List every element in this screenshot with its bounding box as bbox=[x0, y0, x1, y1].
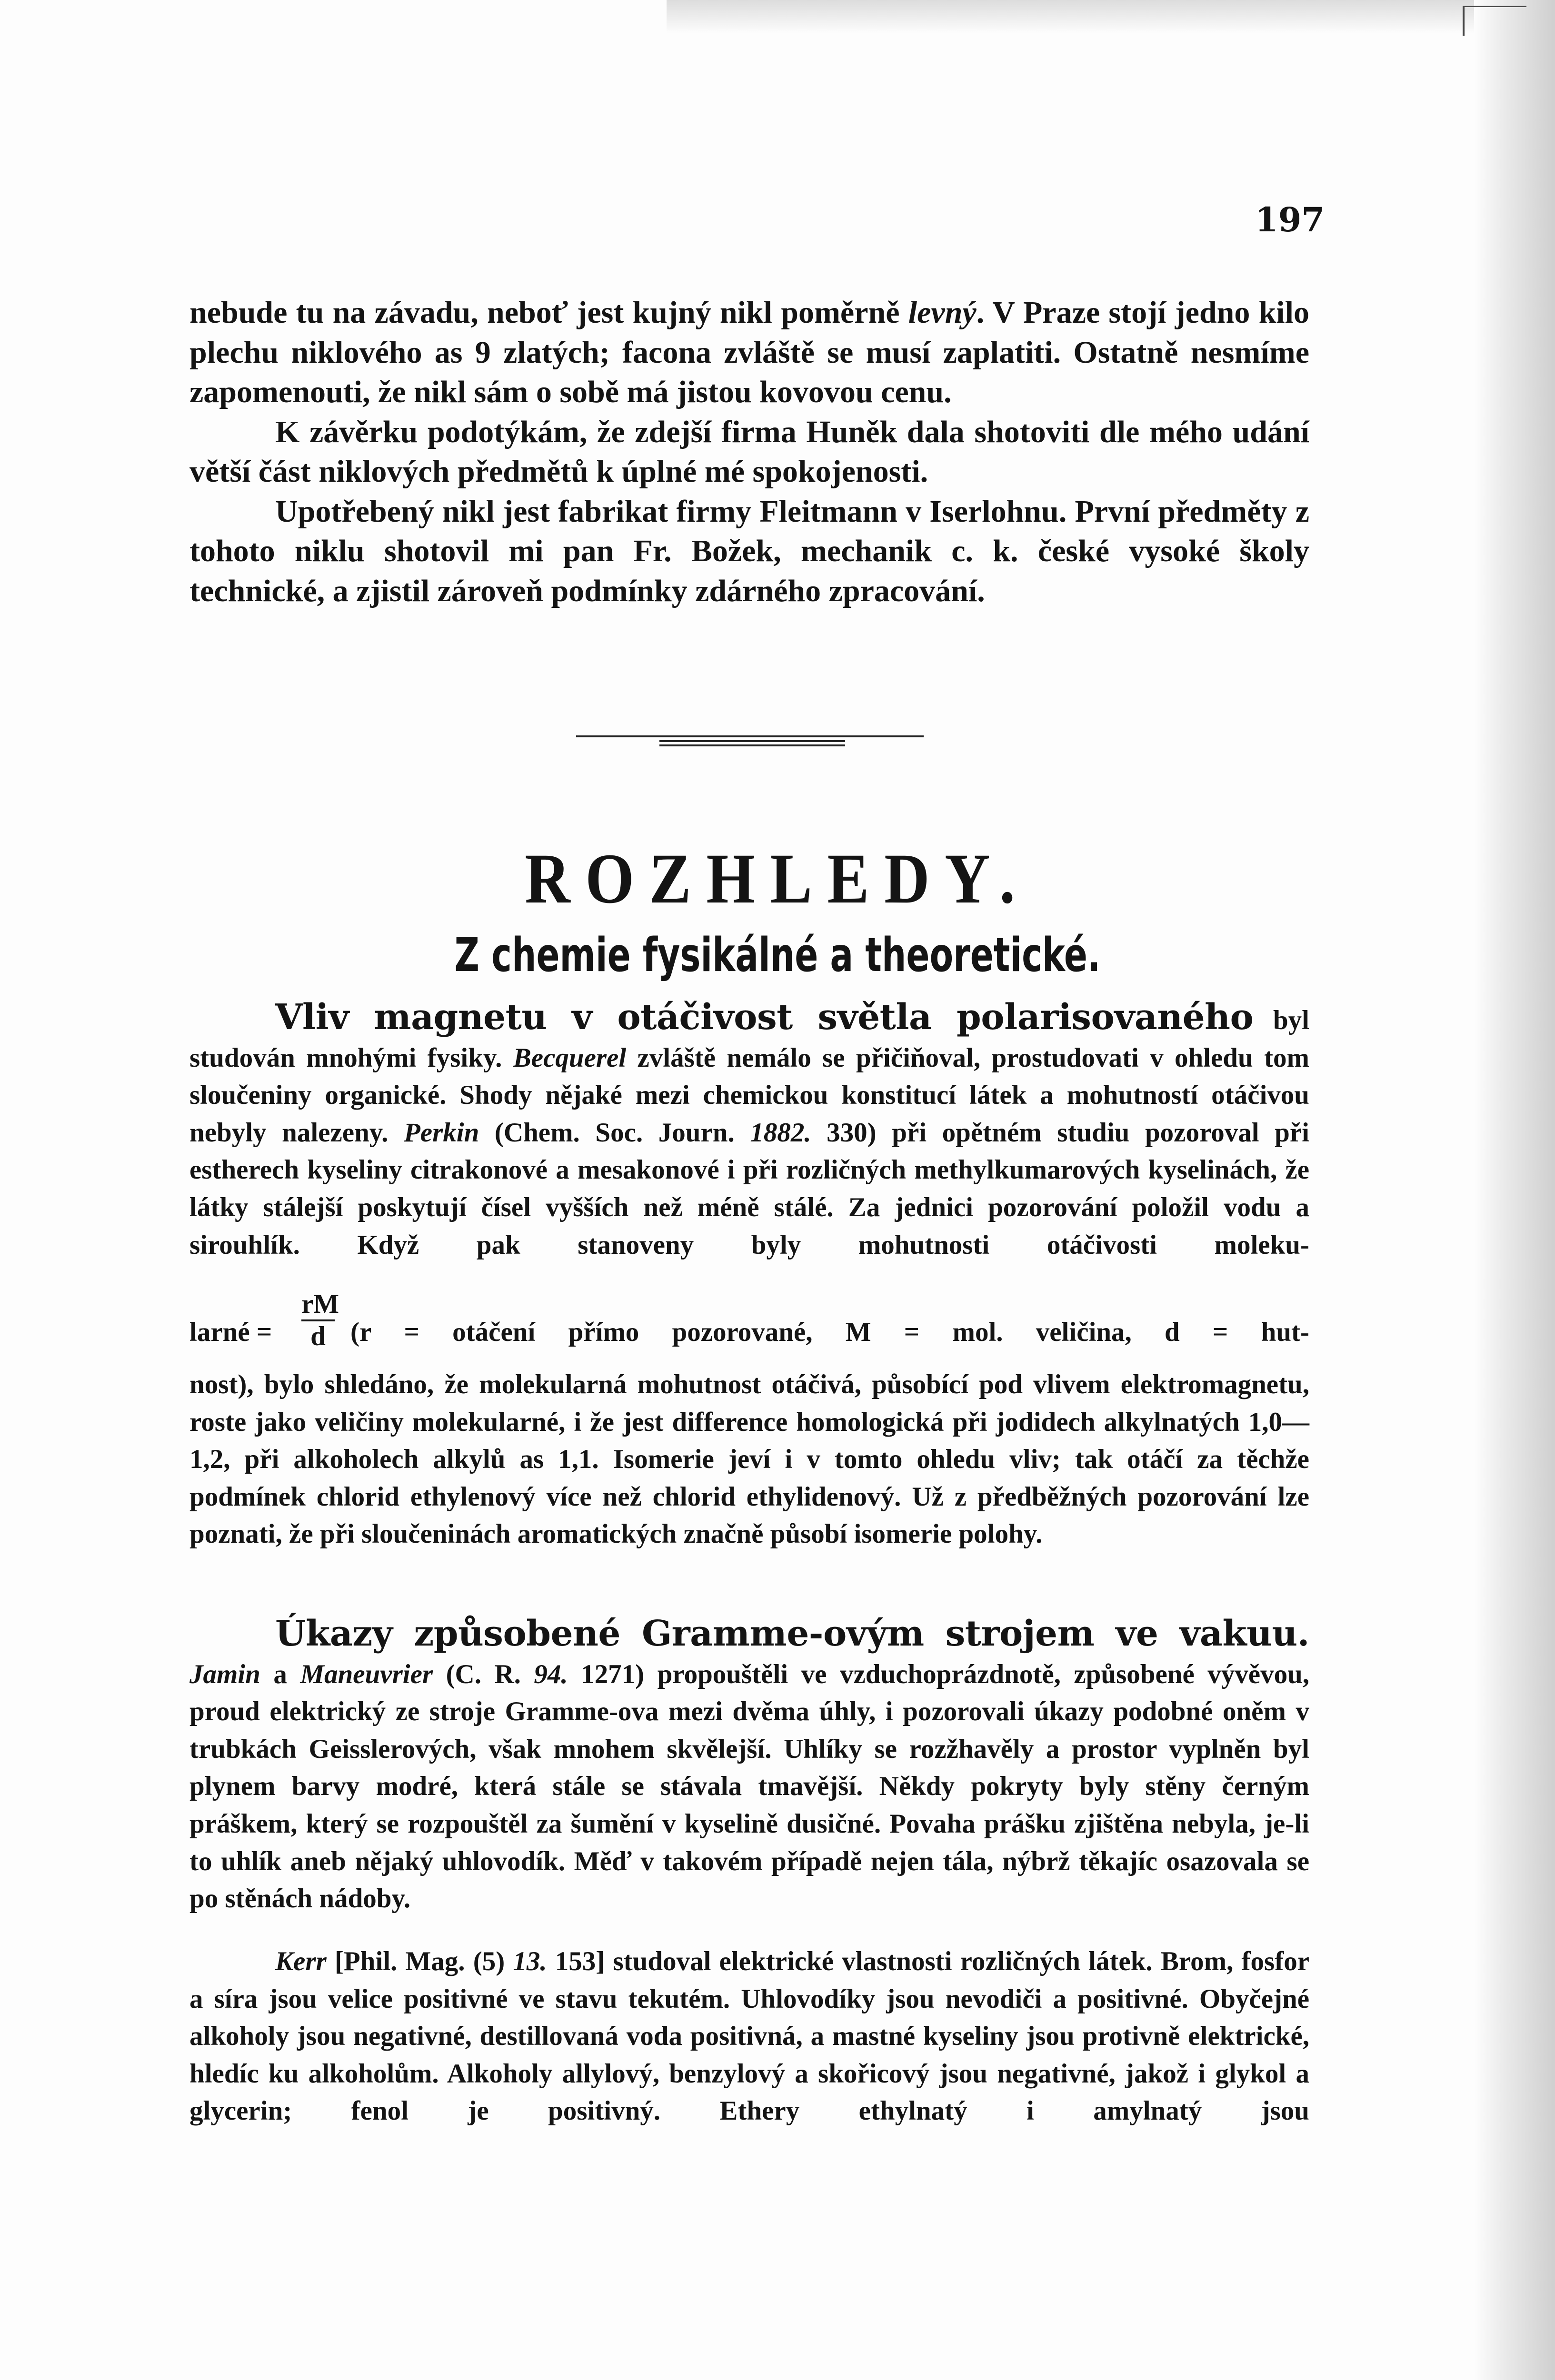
article-2-p2-text-2: 153] studoval elektrické vlastnosti rozličných látek. Brom, fosfor a síra jsou velice positivné ve stavu tekutém. Uhlovodíky jsou nevodiči a positivné. Obyčejné alkoholy jsou negativné, destillovaná voda positivná, a mastné kyseliny jsou protivně elektrické, hledíc ku alkoholům. Alkoholy allylový, benzylový a skořicový jsou negativné, jakož i glykol a glycerin; fenol je positivný. Ethery ethylnatý i amylnatý jsou bbox=[189, 1946, 1309, 2126]
intro-p3-text: Upotřebený nikl jest fabrikat firmy Fleitmann v Iserlohnu. První předměty z tohoto niklu shotovil mi pan Fr. Božek, mechanik c. k. české vysoké školy technické, a zjistil zároveň podmínky zdárného zpracování. bbox=[189, 494, 1309, 608]
article-2-italic-maneuvrier: Maneuvrier bbox=[300, 1659, 433, 1689]
scan-top-edge-shadow bbox=[667, 0, 1555, 33]
scan-right-edge-shadow bbox=[1474, 0, 1555, 2380]
formula-numerator: rM bbox=[301, 1289, 339, 1319]
subsection-title: Z chemie fysikálné a theoretické. bbox=[454, 928, 1101, 982]
article-2-italic-volume: 94. bbox=[534, 1659, 568, 1689]
article-1 bbox=[189, 999, 1309, 1264]
intro-p1-text-b: . V Praze stojí jedno kilo plechu niklového as 9 zlatých; facona zvláště se musí zaplatiti. Ostatně nesmíme zapomenouti, že nikl sám o sobě má jistou kovovou cenu. bbox=[189, 295, 1309, 409]
formula-lhs: larné = bbox=[189, 1317, 272, 1347]
article-2-text-1: a bbox=[260, 1659, 300, 1689]
article-2-paragraph-1 bbox=[189, 1615, 1309, 1918]
section-divider-line-1 bbox=[576, 735, 924, 737]
intro-p1-text-a: nebude tu na závadu, neboť jest kujný nikl poměrně bbox=[189, 295, 908, 330]
molar-rotation-formula bbox=[189, 1290, 1309, 1366]
article-1-heading: Vliv magnetu v otáčivost světla polarisovaného bbox=[275, 997, 1254, 1038]
intro-p1-italic: levný bbox=[908, 295, 977, 330]
article-1-paragraph bbox=[189, 999, 1309, 1264]
article-1-text-2: zvláště nemálo se přičiňoval, prostudovati v ohledu tom sloučeniny organické. Shody nějaké mezi chemickou konstitucí látek a mohutností otáčivou nebyly nalezeny. bbox=[189, 1042, 1309, 1148]
article-1-text-4: 330) při opětném studiu pozoroval při estherech kyseliny citrakonové a mesakonové i při rozličných methylkumarových kyselinách, že látky stálejší poskytují čísel vyšších než méně stálé. Za jednici pozorování položil vodu a sirouhlík. Když pak stanoveny byly mohutnosti otáčivosti moleku- bbox=[189, 1117, 1309, 1260]
section-divider-line-3 bbox=[659, 744, 845, 746]
article-2-italic-jamin: Jamin bbox=[189, 1659, 260, 1689]
section-title: ROZHLEDY. bbox=[525, 839, 1030, 918]
article-2-italic-issue: 13. bbox=[513, 1946, 547, 1976]
intro-paragraph-2 bbox=[189, 412, 1309, 492]
article-2-paragraph-2 bbox=[189, 1943, 1309, 2130]
article-1-italic-becquerel: Becquerel bbox=[513, 1042, 627, 1073]
section-divider-line-2 bbox=[659, 740, 845, 742]
article-1-text-3: (Chem. Soc. Journ. bbox=[479, 1117, 750, 1148]
formula-fraction bbox=[301, 1289, 339, 1351]
article-2-heading: Úkazy způsobené Gramme-ovým strojem ve vakuu. bbox=[275, 1613, 1309, 1654]
scan-corner-mark bbox=[1463, 6, 1526, 36]
article-1-paragraph-continued bbox=[189, 1366, 1309, 1553]
intro-paragraph-3 bbox=[189, 492, 1309, 611]
intro-text bbox=[189, 293, 1309, 611]
formula-denominator: d bbox=[310, 1321, 326, 1351]
article-2-text-2: (C. R. bbox=[433, 1659, 534, 1689]
article-2-continued bbox=[189, 1943, 1309, 2130]
intro-paragraph-1 bbox=[189, 293, 1309, 412]
article-1-text-5: nost), bylo shledáno, že molekularná mohutnost otáčivá, působící pod vlivem elektromagnetu, roste jako veličiny molekularné, i že jest difference homologická při jodidech alkylnatých 1,0—1,2, při alkoholech alkylů as 1,1. Isomerie jeví i v tomto ohledu vliv; tak otáčí za těchže podmínek chlorid ethylenový více než chlorid ethylidenový. Už z předběžných pozorování lze poznati, že při sloučeninách aromatických značně působí isomerie polohy. bbox=[189, 1369, 1309, 1549]
formula-rhs: (r = otáčení přímo pozorované, M = mol. veličina, d = hut- bbox=[350, 1317, 1309, 1347]
article-1-italic-perkin: Perkin bbox=[403, 1117, 479, 1148]
article-1-italic-year: 1882. bbox=[750, 1117, 811, 1148]
article-1-continued bbox=[189, 1366, 1309, 1553]
article-2 bbox=[189, 1615, 1309, 1918]
article-2-text-3: 1271) propouštěli ve vzduchoprázdnotě, způsobené vývěvou, proud elektrický ze stroje Gramme-ova mezi dvěma úhly, i pozorovali úkazy podobné oněm v trubkách Geisslerových, však mnohem skvělejší. Uhlíky se rozžhavěly a prostor vyplněn byl plynem barvy modré, která stále se stávala tmavější. Někdy pokryty byly stěny černým práškem, který se rozpouštěl za šumění v kyselině dusičné. Povaha prášku zjištěna nebyla, je-li to uhlík aneb nějaký uhlovodík. Měď v takovém případě nejen tála, nýbrž těkajíc osazovala se po stěnách nádoby. bbox=[189, 1659, 1310, 1914]
intro-p2-text: K závěrku podotýkám, že zdejší firma Huněk dala shotoviti dle mého udání větší část niklových předmětů k úplné mé spokojenosti. bbox=[189, 414, 1309, 489]
article-2-p2-text-1: [Phil. Mag. (5) bbox=[326, 1946, 513, 1976]
page-number: 197 bbox=[1255, 200, 1325, 239]
article-2-italic-kerr: Kerr bbox=[275, 1946, 327, 1976]
article-1-text-1: byl studován mnohými fysiky. bbox=[189, 1005, 1309, 1073]
